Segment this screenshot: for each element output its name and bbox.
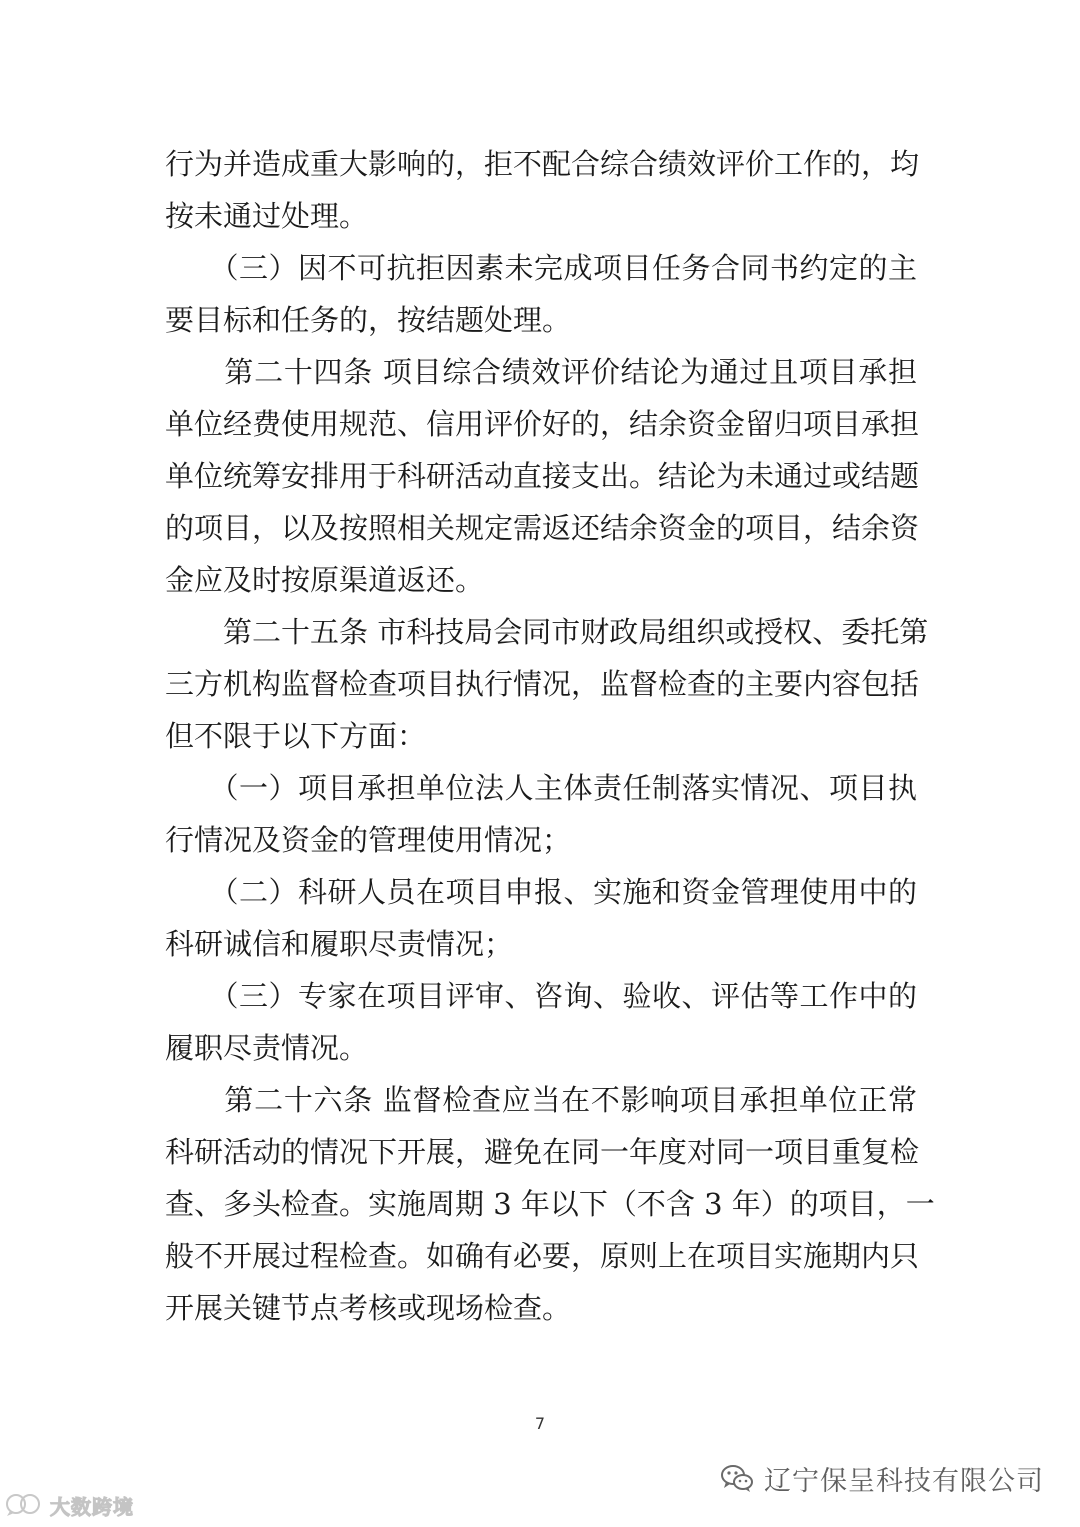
document-body (165, 138, 935, 1334)
source-watermark (720, 1458, 1044, 1498)
text-line: 第二十五条 市科技局会同市财政局组织或授权、委托第 (165, 615, 929, 649)
text-line: 履职尽责情况。 (165, 1031, 369, 1065)
text-line: 单位经费使用规范、信用评价好的，结余资金留归项目承担 (165, 407, 920, 441)
text-line: 金应及时按原渠道返还。 (165, 563, 485, 597)
text-line: 但不限于以下方面： (165, 719, 427, 753)
text-line: （一）项目承担单位法人主体责任制落实情况、项目执 (165, 771, 917, 805)
speech-bubble-icon (4, 1492, 46, 1518)
text-line: 按未通过处理。 (165, 199, 369, 233)
text-line: 科研诚信和履职尽责情况； (165, 927, 514, 961)
platform-watermark (4, 1490, 134, 1520)
watermark-platform-name: 大数跨境 (50, 1494, 134, 1519)
text-line: （二）科研人员在项目申报、实施和资金管理使用中的 (165, 875, 917, 909)
text-line: 行情况及资金的管理使用情况； (165, 823, 572, 857)
text-line: 三方机构监督检查项目执行情况，监督检查的主要内容包括 (165, 667, 920, 701)
page-number: 7 (534, 1414, 546, 1433)
wechat-icon (720, 1463, 754, 1493)
text-line: 查、多头检查。实施周期 3 年以下（不含 3 年）的项目，一 (165, 1187, 935, 1221)
text-line: 第二十四条 项目综合绩效评价结论为通过且项目承担 (165, 355, 917, 389)
text-line: 单位统筹安排用于科研活动直接支出。结论为未通过或结题 (165, 459, 920, 493)
text-line: （三）专家在项目评审、咨询、验收、评估等工作中的 (165, 979, 917, 1013)
text-line: 第二十六条 监督检查应当在不影响项目承担单位正常 (165, 1083, 917, 1117)
text-line: 开展关键节点考核或现场检查。 (165, 1291, 572, 1325)
text-line: 行为并造成重大影响的，拒不配合综合绩效评价工作的，均 (165, 147, 920, 181)
text-line: 的项目，以及按照相关规定需返还结余资金的项目，结余资 (165, 511, 920, 545)
text-line: 要目标和任务的，按结题处理。 (165, 303, 572, 337)
text-line: （三）因不可抗拒因素未完成项目任务合同书约定的主 (165, 251, 917, 285)
text-line: 科研活动的情况下开展，避免在同一年度对同一项目重复检 (165, 1135, 920, 1169)
text-line: 般不开展过程检查。如确有必要，原则上在项目实施期内只 (165, 1239, 920, 1273)
watermark-company-name: 辽宁保呈科技有限公司 (764, 1465, 1044, 1497)
